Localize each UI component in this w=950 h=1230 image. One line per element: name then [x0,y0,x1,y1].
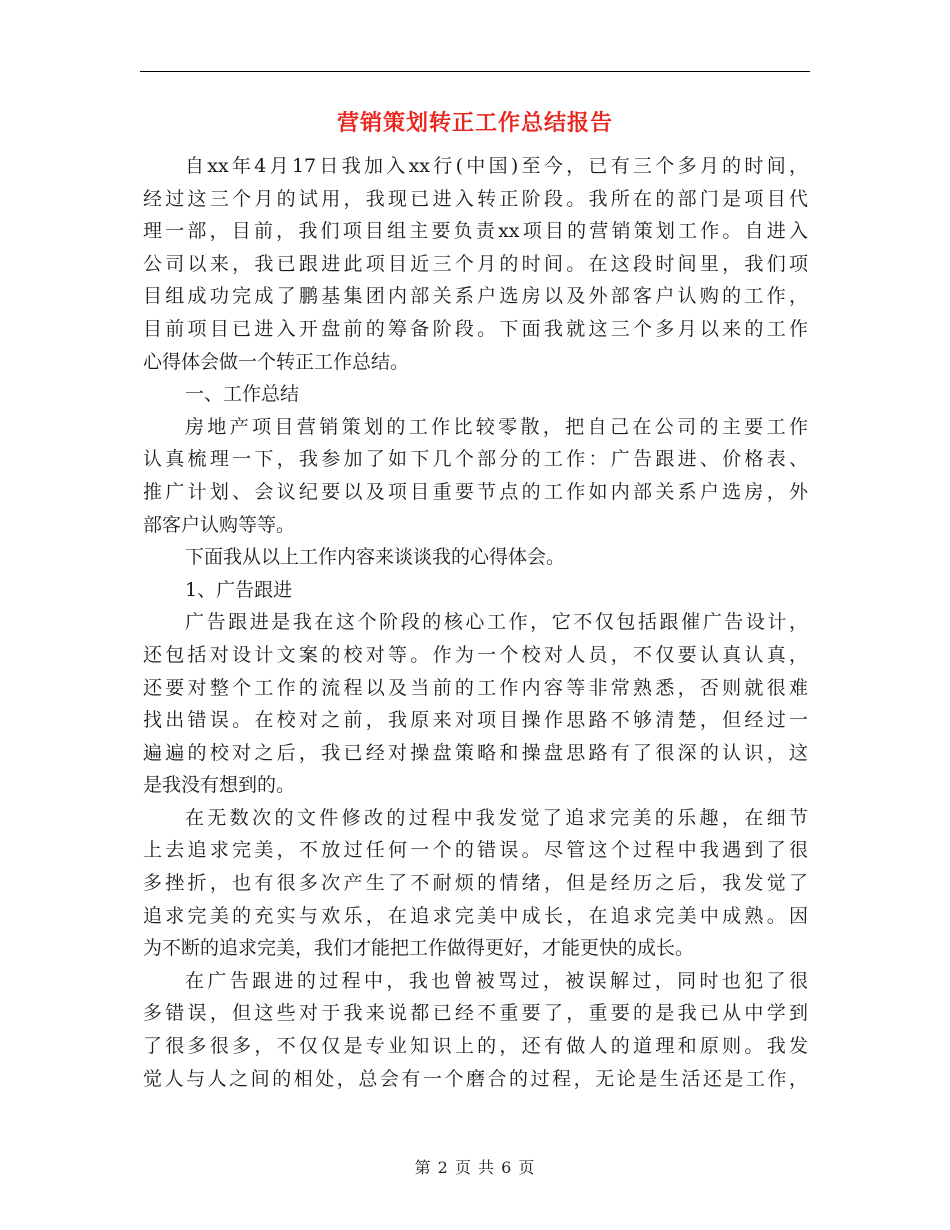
text-line: 认真梳理一下，我参加了如下几个部分的工作：广告跟进、价格表、 [143,448,808,471]
text-line: 上去追求完美，不放过任何一个的错误。尽管这个过程中我遇到了很 [143,839,808,862]
text-line: 在无数次的文件修改的过程中我发觉了追求完美的乐趣，在细节 [185,806,808,829]
text-line: 推广计划、会议纪要以及项目重要节点的工作如内部关系户选房，外 [143,480,808,503]
text-line: 房地产项目营销策划的工作比较零散，把自己在公司的主要工作 [185,415,808,438]
text-line: 觉人与人之间的相处，总会有一个磨合的过程，无论是生活还是工作， [143,1067,808,1090]
text-line: 多挫折，也有很多次产生了不耐烦的情绪，但是经历之后，我发觉了 [143,872,808,895]
text-line: 理一部，目前，我们项目组主要负责xx项目的营销策划工作。自进入 [143,220,808,243]
section-heading: 一、工作总结 [185,383,300,406]
text-line: 追求完美的充实与欢乐，在追求完美中成长，在追求完美中成熟。因 [143,904,808,927]
text-line: 为不断的追求完美，我们才能把工作做得更好，才能更快的成长。 [143,937,695,960]
document-title: 营销策划转正工作总结报告 [336,110,613,136]
text-line: 多错误，但这些对于我来说都已经不重要了，重要的是我已从中学到 [143,1002,808,1025]
text-line: 还包括对设计文案的校对等。作为一个校对人员，不仅要认真认真， [143,643,808,666]
text-line: 了很多很多，不仅仅是专业知识上的，还有做人的道理和原则。我发 [143,1035,808,1058]
text-line: 下面我从以上工作内容来谈谈我的心得体会。 [185,546,566,569]
text-line: 公司以来，我已跟进此项目近三个月的时间。在这段时间里，我们项 [143,252,808,275]
text-line: 找出错误。在校对之前，我原来对项目操作思路不够清楚，但经过一 [143,709,808,732]
page-footer: 第 2 页 共 6 页 [414,1158,536,1177]
text-line: 经过这三个月的试用，我现已进入转正阶段。我所在的部门是项目代 [143,187,808,210]
text-line: 心得体会做一个转正工作总结。 [143,350,410,373]
text-line: 部客户认购等等。 [143,513,296,536]
text-line: 广告跟进是我在这个阶段的核心工作，它不仅包括跟催广告设计， [185,611,808,634]
text-line: 目前项目已进入开盘前的筹备阶段。下面我就这三个多月以来的工作 [143,317,808,340]
text-line: 自xx年4月17日我加入xx行(中国)至今，已有三个多月的时间， [185,155,808,177]
text-line: 遍遍的校对之后，我已经对操盘策略和操盘思路有了很深的认识，这 [143,741,808,764]
header-rule [140,71,810,72]
text-line: 还要对整个工作的流程以及当前的工作内容等非常熟悉，否则就很难 [143,676,808,699]
text-line: 是我没有想到的。 [143,774,296,797]
document-body [143,150,808,1095]
subsection-heading: 1、广告跟进 [185,578,293,601]
text-line: 在广告跟进的过程中，我也曾被骂过，被误解过，同时也犯了很 [185,969,808,992]
text-line: 目组成功完成了鹏基集团内部关系户选房以及外部客户认购的工作， [143,285,808,308]
